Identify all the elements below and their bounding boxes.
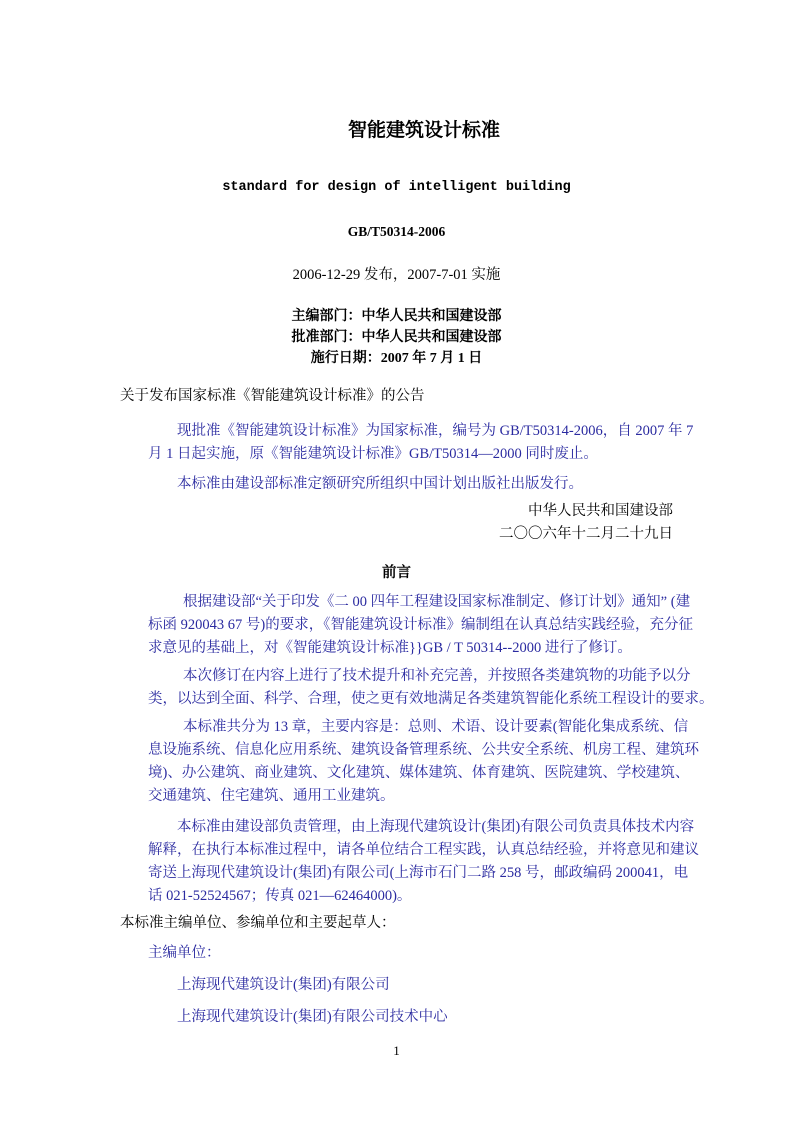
publish-dates: 2006-12-29 发布，2007-7-01 实施	[292, 267, 501, 283]
english-subtitle: standard for design of intelligent building	[222, 180, 571, 195]
preface-paragraph-line: 求意见的基础上，对《智能建筑设计标准}}GB / T 50314--2000 进行了修订。	[148, 640, 632, 656]
announcement-paragraph-line: 本标准由建设部标准定额研究所组织中国计划出版社出版发行。	[177, 476, 583, 492]
preface-heading: 前言	[382, 565, 411, 581]
announcement-heading: 关于发布国家标准《智能建筑设计标准》的公告	[120, 388, 425, 404]
preface-paragraph-line: 本标准共分为 13 章，主要内容是：总则、术语、设计要素(智能化集成系统、信	[183, 719, 689, 735]
signature-organization: 中华人民共和国建设部	[528, 503, 673, 519]
announcement-paragraph-line: 现批准《智能建筑设计标准》为国家标准，编号为 GB/T50314-2006，自 2007 年 7	[177, 423, 694, 439]
signature-date: 二〇〇六年十二月二十九日	[499, 526, 673, 542]
effective-date: 施行日期：2007 年 7 月 1 日	[310, 351, 483, 366]
chief-unit-name: 上海现代建筑设计(集团)有限公司	[177, 977, 390, 993]
document-title: 智能建筑设计标准	[347, 120, 500, 141]
preface-paragraph-line: 话 021-52524567；传真 021—62464000)。	[148, 888, 412, 904]
preface-paragraph-line: 境)、办公建筑、商业建筑、文化建筑、媒体建筑、体育建筑、医院建筑、学校建筑、	[148, 765, 690, 781]
preface-paragraph-line: 交通建筑、住宅建筑、通用工业建筑。	[148, 788, 395, 804]
preface-paragraph-line: 解释，在执行本标准过程中，请各单位结合工程实践，认真总结经验，并将意见和建议	[148, 842, 699, 858]
preface-paragraph-line: 标函 920043 67 号)的要求，《智能建筑设计标准》编制组在认真总结实践经验，充分征	[148, 617, 693, 633]
standard-code: GB/T50314-2006	[347, 224, 446, 239]
preface-paragraph-line: 类，以达到全面、科学、合理，使之更有效地满足各类建筑智能化系统工程设计的要求。	[148, 691, 714, 707]
preface-paragraph-line: 息设施系统、信息化应用系统、建筑设备管理系统、公共安全系统、机房工程、建筑环	[148, 742, 699, 758]
chief-unit-label: 主编单位：	[148, 945, 221, 961]
preface-paragraph-line: 根据建设部“关于印发《二 00 四年工程建设国家标准制定、修订计划》通知” (建	[183, 594, 691, 610]
announcement-paragraph-line: 月 1 日起实施，原《智能建筑设计标准》GB/T50314—2000 同时废止。	[148, 446, 598, 462]
page-number: 1	[393, 1043, 400, 1058]
preface-paragraph-line: 本标准由建设部负责管理，由上海现代建筑设计(集团)有限公司负责具体技术内容	[177, 819, 695, 835]
approver-department: 批准部门：中华人民共和国建设部	[291, 330, 502, 345]
preface-paragraph-line: 本次修订在内容上进行了技术提升和补充完善，并按照各类建筑物的功能予以分	[183, 668, 691, 684]
chief-unit-name: 上海现代建筑设计(集团)有限公司技术中心	[177, 1009, 448, 1025]
units-intro: 本标准主编单位、参编单位和主要起草人：	[120, 915, 396, 931]
preface-paragraph-line: 寄送上海现代建筑设计(集团)有限公司(上海市石门二路 258 号，邮政编码 200041，电	[148, 865, 689, 881]
editor-department: 主编部门：中华人民共和国建设部	[291, 309, 502, 324]
